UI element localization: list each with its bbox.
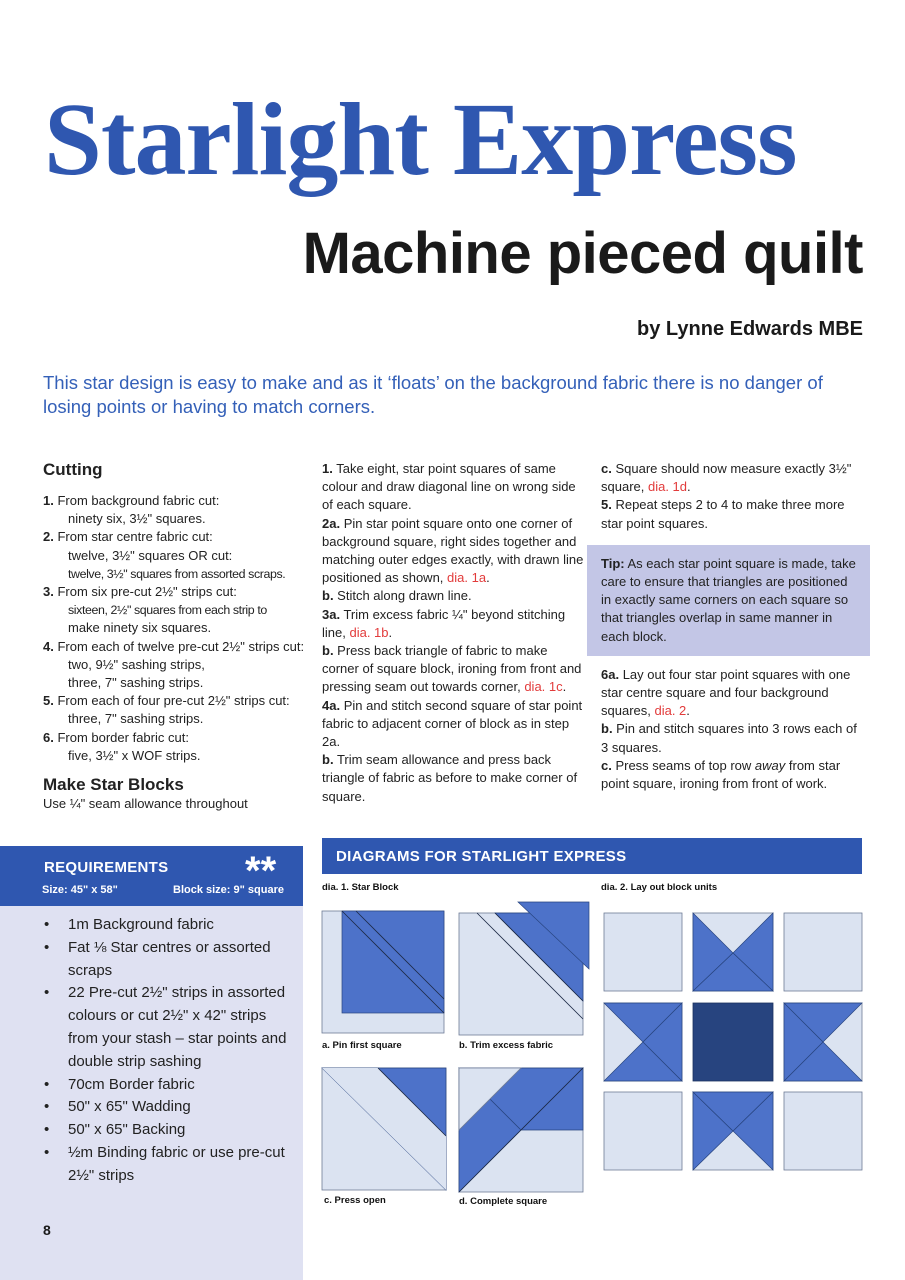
tip-label: Tip:	[601, 555, 625, 571]
step-item: 4a. Pin and stitch second square of star point fabric to adjacent corner of block as in step 2a.	[322, 697, 583, 750]
step-item: 3a. Trim excess fabric ¼" beyond stitching line, dia. 1b.	[322, 606, 566, 640]
step-label: c.	[601, 757, 612, 773]
step-label: 5.	[601, 497, 612, 513]
diagram-reference: dia. 1d	[647, 479, 688, 495]
step-label: 4a.	[322, 697, 341, 713]
dia1d-caption: d. Complete square	[459, 1196, 548, 1207]
cutting-item-detail: make ninety six squares.	[68, 620, 212, 636]
step-label: b.	[322, 588, 334, 604]
requirements-title: REQUIREMENTS	[44, 859, 169, 876]
requirement-item: • 50" x 65" Wadding	[44, 1096, 294, 1119]
diagrams-heading: DIAGRAMS FOR STARLIGHT EXPRESS	[322, 838, 862, 874]
cutting-item: 3. From six pre-cut 2½" strips cut:	[43, 584, 237, 600]
step-label: b.	[322, 643, 334, 659]
step-label: 1.	[322, 461, 333, 476]
dia1-caption: dia. 1. Star Block	[322, 882, 399, 893]
cutting-item-detail: sixteen, 2½" squares from each strip to	[68, 603, 267, 618]
page-title: Starlight Express	[44, 82, 797, 197]
step-label: b.	[322, 752, 334, 768]
step-emphasis: away	[754, 757, 786, 773]
step-label: 6a.	[601, 666, 620, 682]
step-item: 6a. Lay out four star point squares with one star centre square and four background squares, dia. 2.	[601, 666, 851, 719]
step-item: b. Trim seam allowance and press back triangle of fabric as before to make corner of square.	[322, 752, 578, 804]
requirement-item: • 50" x 65" Backing	[44, 1119, 294, 1142]
cutting-item: 2. From star centre fabric cut:	[43, 529, 213, 545]
cutting-item-detail: ninety six, 3½" squares.	[68, 511, 206, 527]
cutting-item: 4. From each of twelve pre-cut 2½" strips cut:	[43, 638, 305, 654]
cutting-item-detail: two, 9½" sashing strips,	[68, 656, 205, 672]
cutting-heading: Cutting	[43, 460, 103, 479]
step-label: b.	[601, 721, 613, 737]
requirement-item: • Fat ⅛ Star centres or assorted scraps	[44, 937, 294, 983]
step-item: 1. Take eight, star point squares of same colour and draw diagonal line on wrong side of each square.	[322, 461, 576, 513]
requirement-item: • 70cm Border fabric	[44, 1074, 294, 1097]
difficulty-stars: **	[245, 849, 277, 893]
dia1c-press-open	[322, 1068, 446, 1190]
step-label: c.	[601, 461, 612, 476]
make-star-blocks-heading: Make Star Blocks	[43, 775, 184, 795]
dia1a-caption: a. Pin first square	[322, 1040, 402, 1051]
requirement-item: • 1m Background fabric	[44, 914, 294, 937]
cutting-item-detail: three, 7" sashing strips.	[68, 675, 204, 691]
seam-allowance-note: Use ¼" seam allowance throughout	[43, 796, 248, 812]
dia2-caption: dia. 2. Lay out block units	[601, 882, 718, 893]
cutting-item-number: 1.	[43, 493, 54, 508]
cutting-item-number: 5.	[43, 693, 54, 709]
page-number: 8	[43, 1222, 51, 1238]
step-item: c. Square should now measure exactly 3½" square, dia. 1d.	[601, 461, 852, 495]
dia1c-caption: c. Press open	[324, 1195, 386, 1206]
cutting-item-detail: twelve, 3½" squares from assorted scraps.	[68, 566, 286, 581]
diagram-reference: dia. 2	[654, 703, 687, 719]
step-item: c. Press seams of top row away from star point square, ironing from front of work.	[601, 757, 841, 792]
intro-paragraph: This star design is easy to make and as it ‘floats’ on the background fabric there is no danger of losing points or having to match corners.	[43, 372, 823, 417]
cutting-item-number: 2.	[43, 529, 54, 545]
cutting-item: 1. From background fabric cut:	[43, 493, 220, 508]
dia1b-caption: b. Trim excess fabric	[459, 1040, 553, 1051]
quilt-size: Size: 45" x 58"	[42, 884, 118, 896]
cutting-item-number: 4.	[43, 638, 54, 654]
step-label: 2a.	[322, 515, 341, 531]
diagram-reference: dia. 1b	[349, 624, 389, 640]
requirement-item: • ½m Binding fabric or use pre-cut 2½" strips	[44, 1142, 294, 1188]
step-label: 3a.	[322, 606, 341, 622]
step-item: 2a. Pin star point square onto one corner of background square, right sides together and matching outer edges exactly, with drawn line positioned as shown, dia. 1a.	[322, 515, 584, 586]
dia2-layout-grid	[604, 913, 862, 1170]
cutting-item-detail: five, 3½" x WOF strips.	[68, 747, 201, 763]
diagram-reference: dia. 1a	[447, 570, 487, 586]
requirement-item: • 22 Pre-cut 2½" strips in assorted colours or cut 2½" x 42" strips from your stash – star points and double strip sashing	[44, 982, 294, 1073]
page-subtitle: Machine pieced quilt	[302, 221, 863, 286]
cutting-item-detail: three, 7" sashing strips.	[68, 711, 204, 727]
dia1b-trim-excess-fabric	[459, 902, 589, 1035]
cutting-item-detail: twelve, 3½" squares OR cut:	[68, 547, 233, 563]
tip-text: As each star point square is made, take care to ensure that triangles are positioned in exactly same corners on each square so that triangles overlap in same manner in each block.	[601, 555, 856, 644]
step-item: 5. Repeat steps 2 to 4 to make three more star point squares.	[601, 497, 845, 531]
step-item: b. Stitch along drawn line.	[322, 588, 472, 604]
cutting-item: 5. From each of four pre-cut 2½" strips cut:	[43, 693, 290, 709]
dia1a-pin-first-square	[322, 911, 444, 1033]
cutting-item: 6. From border fabric cut:	[43, 729, 189, 745]
author-byline: by Lynne Edwards MBE	[637, 318, 863, 340]
cutting-item-number: 3.	[43, 584, 54, 600]
step-item: b. Pin and stitch squares into 3 rows each of 3 squares.	[601, 721, 857, 755]
step-item: b. Press back triangle of fabric to make corner of square block, ironing from front and pressing seam out towards corner, dia. 1c.	[322, 643, 582, 695]
block-size: Block size: 9" square	[173, 884, 284, 896]
cutting-item-number: 6.	[43, 729, 54, 745]
dia1d-complete-square	[459, 1068, 583, 1192]
diagram-reference: dia. 1c	[524, 679, 563, 695]
